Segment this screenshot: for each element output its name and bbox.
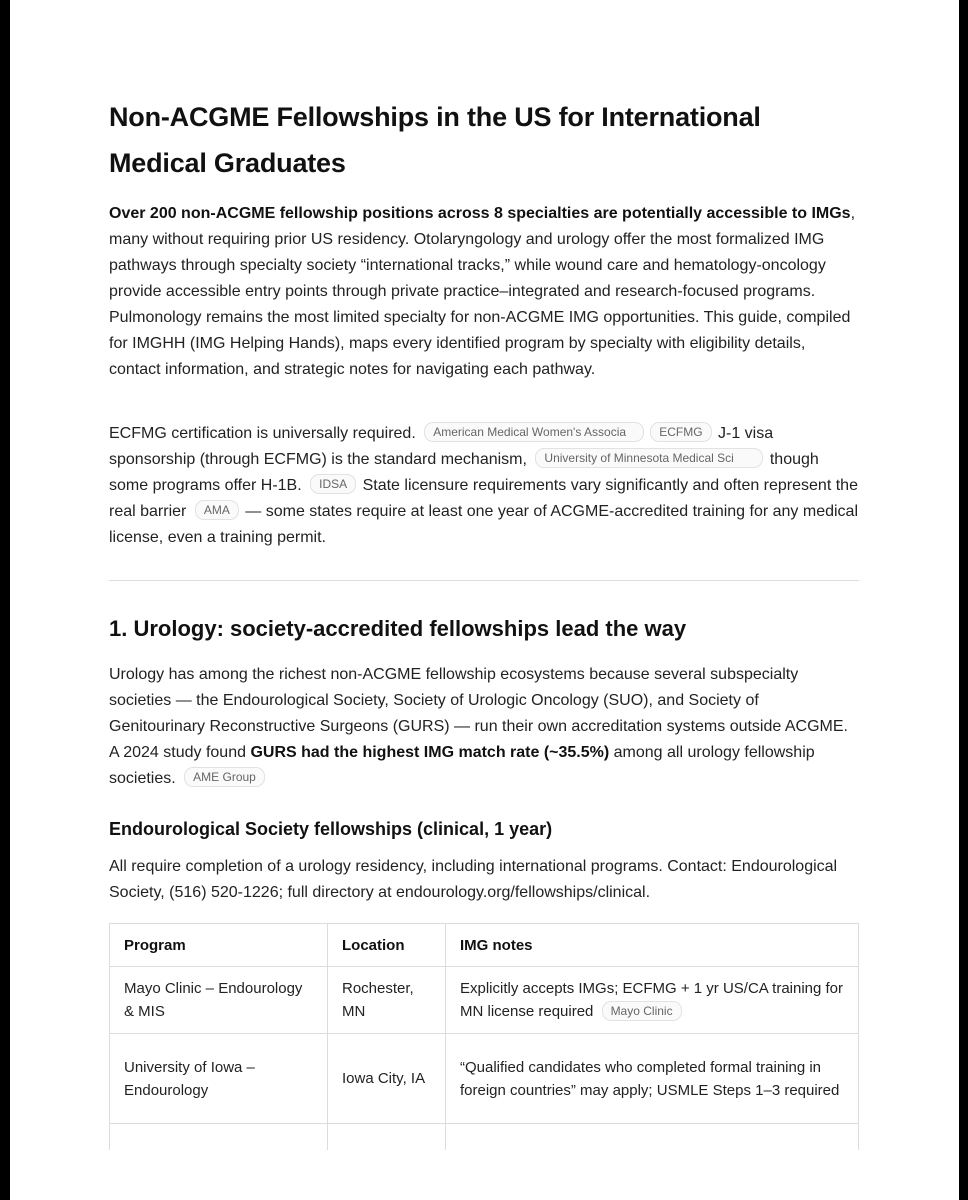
column-header: Location [328,924,446,967]
urology-text-end: among all urology fellowship societies. [109,744,815,787]
subsection-heading-block [109,816,859,842]
location-cell: Rochester, MN [328,967,446,1034]
citation-chip[interactable]: American Medical Women's Associa [424,422,644,442]
endourology-description: All require completion of a urology residency, including international programs. Contact: Endourological Society, (516) 520-1226; full directory at endourology.org/fellowships/clinical. [109,858,838,901]
intro-paragraph [109,201,859,383]
column-header: IMG notes [446,924,859,967]
req-text-5: — some states require at least one year of ACGME-accredited training for any medical license, even a training permit. [109,503,858,546]
table-row [110,967,859,1034]
subsection-paragraph [109,854,859,906]
section-1-paragraph [109,662,859,792]
notes-text: Explicitly accepts IMGs; ECFMG + 1 yr US/CA training for MN license required [460,980,844,1020]
req-text-3: though some programs offer H-1B. [109,451,819,494]
notes-cell: “Qualified candidates who completed formal training in foreign countries” may apply; USMLE Steps 1–3 required [446,1034,859,1124]
requirements-paragraph [109,421,859,551]
program-cell: University of Iowa – Endourology [110,1034,328,1124]
intro-lead: Over 200 non-ACGME fellowship positions across 8 specialties are potentially accessible to IMGs [109,205,851,222]
citation-chip[interactable]: Mayo Clinic [602,1001,682,1021]
citation-chip[interactable]: University of Minnesota Medical Sci [535,448,763,468]
citation-chip[interactable]: ECFMG [650,422,711,442]
fellowship-table [109,923,859,1164]
column-header: Program [110,924,328,967]
req-text-1: ECFMG certification is universally required. [109,425,416,442]
intro-rest: , many without requiring prior US residency. Otolaryngology and urology offer the most formalized IMG pathways through specialty society “international tracks,” while wound care and hematology-oncology provide accessible entry points through private practice–integrated and research-focused programs. Pulmonology remains the most limited specialty for non-ACGME IMG opportunities. This guide, compiled for IMGHH (IMG Helping Hands), maps every identified program by specialty with eligibility details, contact information, and strategic notes for navigating each pathway. [109,205,856,378]
req-text-2: J-1 visa sponsorship (through ECFMG) is the standard mechanism, [109,425,774,468]
program-cell: Mayo Clinic – Endourology & MIS [110,967,328,1034]
table-header-row [110,924,859,967]
location-cell: Iowa City, IA [328,1034,446,1124]
section-divider [109,580,859,581]
subsection-heading: Endourological Society fellowships (clinical, 1 year) [109,819,553,839]
notes-cell [446,967,859,1034]
document-page [10,0,959,1200]
table-row [110,1034,859,1124]
page-bottom-mask [10,1150,959,1200]
urology-bold: GURS had the highest IMG match rate (~35.5%) [250,744,610,761]
page-title: Non-ACGME Fellowships in the US for International Medical Graduates [109,102,761,178]
section-1-heading-block [109,614,859,644]
urology-text: Urology has among the richest non-ACGME fellowship ecosystems because several subspecialty societies — the Endourological Society, Society of Urologic Oncology (SUO), and Society of Genitourinary Reconstructive Surgeons (GURS) — run their own accreditation systems outside ACGME. A 2024 study found [109,666,848,761]
title-block [109,94,859,186]
citation-chip[interactable]: AMA [195,500,239,520]
citation-chip[interactable]: AME Group [184,767,265,787]
req-text-4: State licensure requirements vary significantly and often represent the real barrier [109,477,858,520]
section-heading: 1. Urology: society-accredited fellowships lead the way [109,616,687,641]
citation-chip[interactable]: IDSA [310,474,356,494]
